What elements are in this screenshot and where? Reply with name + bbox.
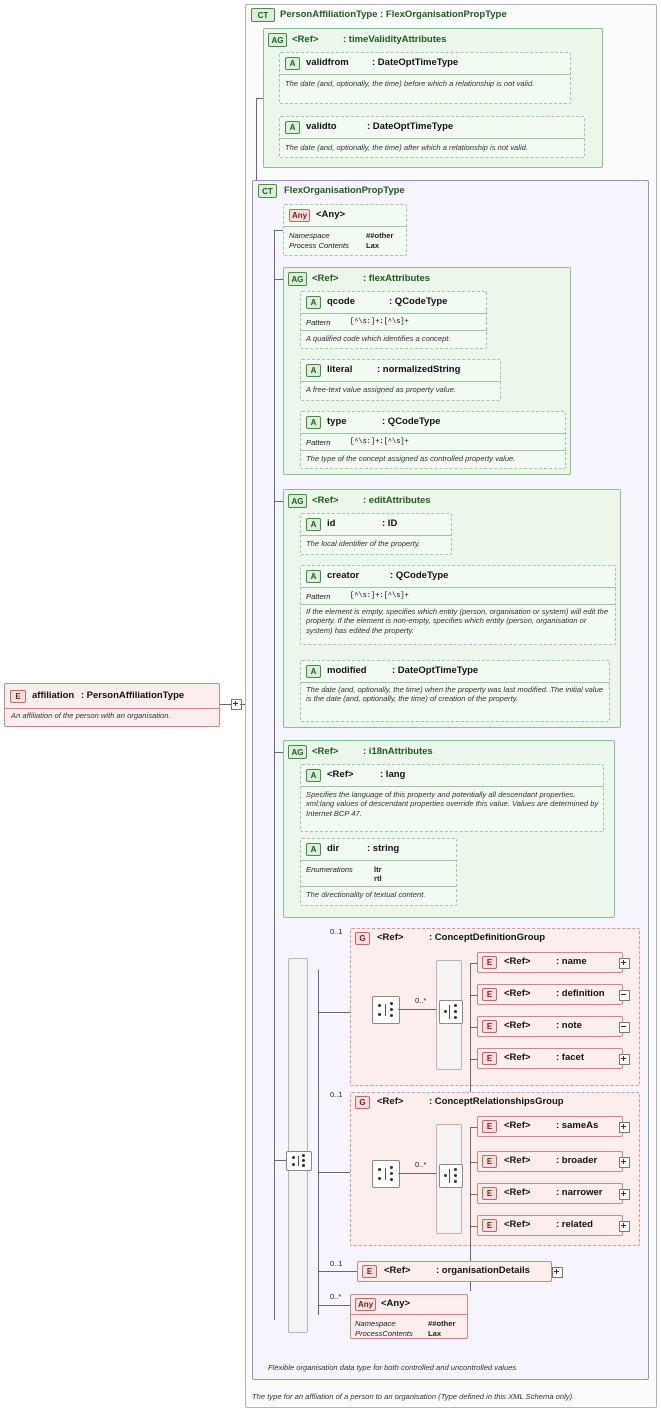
e-tag: E — [362, 1265, 377, 1278]
occurs-label: 0..1 — [330, 927, 343, 936]
ref-label: <Ref> — [504, 1052, 531, 1063]
attr-id — [300, 513, 452, 555]
connector — [470, 1194, 477, 1195]
ref-label: <Ref> — [504, 1219, 531, 1230]
ag-tag: AG — [288, 272, 307, 286]
a-tag: A — [306, 769, 321, 782]
attr-name: dir — [327, 843, 340, 854]
sequence-bar — [288, 958, 308, 1333]
choice-icon — [439, 1164, 463, 1188]
element-label: : sameAs — [556, 1120, 599, 1131]
pattern-value: [^\s:]+:[^\s]+ — [350, 438, 409, 446]
connector — [470, 1059, 477, 1060]
expand-icon[interactable] — [619, 1221, 630, 1232]
divider — [300, 786, 604, 787]
attr-type: : QCodeType — [390, 570, 449, 581]
divider — [350, 1314, 468, 1315]
divider — [300, 313, 487, 314]
g-tag: G — [355, 932, 370, 945]
choice-icon — [439, 1000, 463, 1024]
attr-name: qcode — [327, 296, 355, 307]
any-namespace-value: ##other — [428, 1319, 456, 1328]
ref-label: <Ref> — [504, 988, 531, 999]
divider — [300, 587, 616, 588]
element-label: : name — [556, 956, 587, 967]
e-tag: E — [482, 1020, 497, 1033]
e-tag: E — [482, 1052, 497, 1065]
connector — [398, 1173, 436, 1174]
any-namespace-value: ##other — [366, 231, 394, 240]
concept-relationships-group-name: : ConceptRelationshipsGroup — [429, 1096, 564, 1107]
attr-doc: The date (and, optionally, the time) after which a relationship is not valid. — [285, 143, 528, 152]
attr-doc: If the element is empty, specifies which entity (person, organisation or system) will edit the property. If the element is non-empty, specifies which entity (person, organisation or system) has edited the property. — [306, 607, 609, 635]
any-label: <Any> — [316, 209, 346, 220]
enum-value-ltr: ltr — [374, 865, 382, 874]
element-label: : organisationDetails — [436, 1265, 530, 1276]
expand-icon[interactable] — [619, 1054, 630, 1065]
collapse-icon[interactable] — [619, 1022, 630, 1033]
time-validity-attributes-name: : timeValidityAttributes — [343, 34, 447, 45]
a-tag: A — [306, 570, 321, 583]
connector — [318, 1172, 350, 1173]
ref-label: <Ref> — [312, 273, 339, 284]
any-tag: Any — [355, 1298, 376, 1311]
divider — [279, 74, 571, 75]
expand-icon[interactable] — [619, 1122, 630, 1133]
attr-doc: The local identifier of the property. — [306, 539, 421, 548]
divider — [300, 860, 457, 861]
e-tag: E — [482, 1155, 497, 1168]
any-namespace-label: Namespace — [355, 1319, 396, 1328]
element-label: : broader — [556, 1155, 598, 1166]
ref-label: <Ref> — [384, 1265, 411, 1276]
inner-occurs-label: 0..* — [415, 996, 427, 1005]
connector — [318, 1012, 350, 1013]
attr-type: : DateOptTimeType — [392, 665, 479, 676]
attr-name: id — [327, 518, 336, 529]
ref-label: <Ref> — [312, 495, 339, 506]
element-label: : definition — [556, 988, 605, 999]
pattern-label: Pattern — [306, 318, 331, 327]
pattern-value: [^\s:]+:[^\s]+ — [350, 318, 409, 326]
divider — [300, 886, 457, 887]
attr-type: : QCodeType — [389, 296, 448, 307]
enum-value-rtl: rtl — [374, 874, 382, 883]
i18n-attributes-name: : i18nAttributes — [363, 746, 433, 757]
any-label: <Any> — [381, 1298, 411, 1309]
ref-label: <Ref> — [327, 769, 354, 780]
expand-icon[interactable] — [619, 1189, 630, 1200]
collapse-icon[interactable] — [619, 990, 630, 1001]
element-sameas[interactable] — [477, 1116, 623, 1137]
a-tag: A — [306, 843, 321, 856]
occurs-label: 0..* — [330, 1292, 342, 1301]
connector — [318, 1305, 350, 1306]
any-tag: Any — [289, 209, 310, 222]
any-process-value: Lax — [428, 1329, 442, 1338]
attr-name: : lang — [380, 769, 406, 780]
connector — [470, 1027, 477, 1028]
attr-type: : string — [367, 843, 400, 854]
a-tag: A — [285, 57, 300, 70]
attr-doc: The date (and, optionally, the time) when the property was last modified. The initial value is the date (and, optionally, the time) of creation of the property. — [306, 685, 604, 704]
divider — [300, 381, 501, 382]
root-element-doc: An affiliation of the person with an organisation. — [11, 711, 171, 720]
connector — [256, 98, 263, 99]
divider — [300, 682, 610, 683]
ref-label: <Ref> — [504, 956, 531, 967]
connector — [274, 501, 283, 502]
ag-tag: AG — [288, 494, 307, 508]
divider — [5, 708, 219, 709]
person-affiliation-type-title: PersonAffiliationType : FlexOrganisationPropType — [280, 9, 507, 20]
divider — [279, 138, 585, 139]
connector — [274, 752, 283, 753]
e-tag: E — [482, 1219, 497, 1232]
element-label: : facet — [556, 1052, 584, 1063]
a-tag: A — [306, 296, 321, 309]
element-name[interactable] — [477, 952, 623, 973]
divider — [300, 604, 616, 605]
attr-type: : QCodeType — [382, 416, 441, 427]
e-tag: E — [482, 1187, 497, 1200]
flex-organisation-prop-type-title: FlexOrganisationPropType — [284, 185, 405, 196]
occurs-label: 0..1 — [330, 1259, 343, 1268]
branch-vertical — [318, 970, 319, 1315]
attr-type: : normalizedString — [377, 364, 461, 375]
g-tag: G — [355, 1096, 370, 1109]
element-label: : note — [556, 1020, 582, 1031]
sequence-icon — [372, 996, 400, 1024]
element-related[interactable] — [477, 1215, 623, 1236]
root-element-name: affiliation : PersonAffiliationType — [32, 690, 185, 701]
ct-tag: CT — [258, 184, 277, 198]
connector — [220, 704, 231, 705]
attr-type: : DateOptTimeType — [367, 121, 454, 132]
attr-doc: Specifies the language of this property and potentially all descendant properties. xml:lang values of descendant properties override this value. Values are determined by Internet BCP 47. — [306, 790, 599, 818]
divider — [300, 433, 566, 434]
any-namespace-label: Namespace — [289, 231, 330, 240]
any-process-label: Process Contents — [289, 241, 349, 250]
connector — [470, 1127, 477, 1128]
enum-label: Enumerations — [306, 865, 353, 874]
attr-doc: The date (and, optionally, the time) before which a relationship is not valid. — [285, 79, 535, 88]
element-label: : narrower — [556, 1187, 603, 1198]
connector — [470, 1162, 477, 1163]
sequence-icon — [286, 1151, 312, 1171]
concept-definition-group-name: : ConceptDefinitionGroup — [429, 932, 546, 943]
e-tag: E — [482, 956, 497, 969]
element-label: : related — [556, 1219, 593, 1230]
attr-doc: A qualified code which identifies a concept. — [306, 334, 451, 343]
attr-type: : DateOptTimeType — [372, 57, 459, 68]
occurs-label: 0..1 — [330, 1090, 343, 1099]
a-tag: A — [285, 121, 300, 134]
any-process-value: Lax — [366, 241, 380, 250]
ct-tag: CT — [251, 8, 275, 22]
attr-name: validto — [306, 121, 337, 132]
attr-name: literal — [327, 364, 353, 375]
attr-name: validfrom — [306, 57, 349, 68]
ref-label: <Ref> — [504, 1155, 531, 1166]
element-facet[interactable] — [477, 1048, 623, 1069]
flex-footer-doc: Flexible organisation data type for both controlled and uncontrolled values — [268, 1363, 517, 1372]
element-broader[interactable] — [477, 1151, 623, 1172]
flex-vertical-connector — [274, 230, 275, 1320]
attr-type: : ID — [382, 518, 398, 529]
pattern-label: Pattern — [306, 438, 331, 447]
attr-name: creator — [327, 570, 360, 581]
ag-tag: AG — [268, 33, 287, 47]
ref-label: <Ref> — [377, 1096, 404, 1107]
attr-name: modified — [327, 665, 367, 676]
divider — [300, 535, 452, 536]
pattern-value: [^\s:]+:[^\s]+ — [350, 592, 409, 600]
divider — [300, 450, 566, 451]
root-element-box[interactable] — [4, 683, 220, 727]
connector — [470, 1226, 477, 1227]
ref-label: <Ref> — [377, 932, 404, 943]
a-tag: A — [306, 665, 321, 678]
expand-icon[interactable] — [619, 1157, 630, 1168]
connector — [318, 1271, 357, 1272]
outer-footer-doc: The type for an affliation of a person to an organisation (Type defined in this XML Schema only) — [252, 1392, 573, 1401]
any-process-label: ProcessContents — [355, 1329, 413, 1338]
edit-attributes-name: : editAttributes — [363, 495, 431, 506]
ref-label: <Ref> — [292, 34, 319, 45]
e-tag: E — [482, 988, 497, 1001]
connector — [274, 279, 283, 280]
pattern-label: Pattern — [306, 592, 331, 601]
a-tag: A — [306, 364, 321, 377]
attr-doc: A free-text value assigned as property value. — [306, 385, 456, 394]
sequence-icon — [372, 1160, 400, 1188]
expand-icon[interactable] — [552, 1267, 563, 1278]
ref-label: <Ref> — [504, 1187, 531, 1198]
ref-label: <Ref> — [504, 1120, 531, 1131]
ref-label: <Ref> — [312, 746, 339, 757]
connector — [398, 1009, 436, 1010]
connector — [470, 995, 477, 996]
divider — [283, 226, 407, 227]
ref-label: <Ref> — [504, 1020, 531, 1031]
ag-tag: AG — [288, 745, 307, 759]
a-tag: A — [306, 416, 321, 429]
inner-occurs-label: 0..* — [415, 1160, 427, 1169]
a-tag: A — [306, 518, 321, 531]
attr-name: type — [327, 416, 347, 427]
element-note[interactable] — [477, 1016, 623, 1037]
divider — [300, 330, 487, 331]
flex-attributes-name: : flexAttributes — [363, 273, 431, 284]
element-tag: E — [10, 690, 26, 703]
e-tag: E — [482, 1120, 497, 1133]
expand-icon[interactable] — [619, 958, 630, 969]
connector — [470, 963, 477, 964]
attr-doc: The directionality of textual content. — [306, 890, 426, 899]
connector — [274, 230, 283, 231]
attr-doc: The type of the concept assigned as controlled property value. — [306, 454, 516, 463]
